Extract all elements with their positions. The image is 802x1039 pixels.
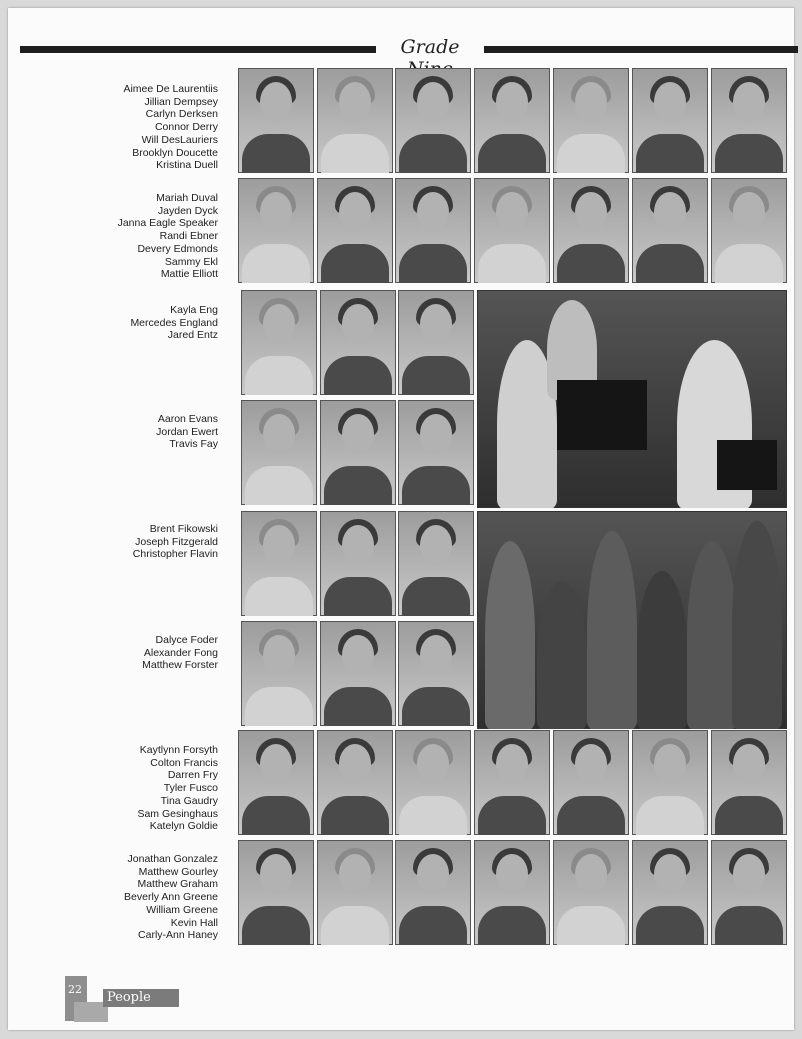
- student-portrait-photo: [711, 730, 787, 835]
- student-name: Tina Gaudry: [160, 794, 218, 807]
- page-number: 22: [68, 983, 82, 996]
- student-portrait-photo: [632, 840, 708, 945]
- name-list-row-1: [18, 83, 218, 172]
- student-name: Darren Fry: [167, 769, 218, 782]
- student-name: Kristina Duell: [156, 159, 218, 172]
- student-portrait-photo: [320, 511, 396, 616]
- student-portrait-photo: [317, 178, 393, 283]
- student-name: Jordan Ewert: [156, 425, 218, 438]
- name-list-row-3: [18, 304, 218, 342]
- student-portrait-photo: [711, 68, 787, 173]
- student-portrait-photo: [238, 730, 314, 835]
- student-name: Alexander Fong: [143, 646, 218, 659]
- header-rule-left: [20, 46, 376, 53]
- band-candid-photo: [477, 290, 787, 508]
- name-list-row-7: [18, 744, 218, 833]
- student-name: Devery Edmonds: [137, 242, 218, 255]
- student-portrait-photo: [241, 290, 317, 395]
- student-portrait-photo: [238, 178, 314, 283]
- student-portrait-photo: [632, 68, 708, 173]
- student-name: Mariah Duval: [156, 192, 218, 204]
- student-portrait-photo: [320, 290, 396, 395]
- student-name: Janna Eagle Speaker: [117, 217, 218, 230]
- student-name: Sammy Ekl: [164, 255, 218, 268]
- student-portrait-photo: [474, 178, 550, 283]
- student-portrait-photo: [395, 68, 471, 173]
- student-portrait-photo: [320, 400, 396, 505]
- student-portrait-photo: [241, 400, 317, 505]
- student-name: Travis Fay: [169, 438, 218, 451]
- student-name: Kevin Hall: [170, 916, 218, 929]
- student-portrait-photo: [553, 68, 629, 173]
- student-name: Brooklyn Doucette: [132, 146, 218, 159]
- student-portrait-photo: [241, 621, 317, 726]
- student-portrait-photo: [553, 840, 629, 945]
- name-list-row-4: [18, 413, 218, 451]
- student-portrait-photo: [711, 178, 787, 283]
- student-name: Aaron Evans: [157, 413, 218, 425]
- student-portrait-photo: [317, 840, 393, 945]
- student-portrait-photo: [317, 68, 393, 173]
- student-portrait-photo: [395, 178, 471, 283]
- student-name: Carlyn Derksen: [145, 108, 218, 121]
- name-list-row-6: [18, 634, 218, 672]
- student-name: Kayla Eng: [170, 304, 218, 316]
- student-name: Joseph Fitzgerald: [135, 535, 218, 548]
- student-name: Matthew Graham: [137, 878, 218, 891]
- section-label: People: [103, 989, 179, 1007]
- student-name: Kaytlynn Forsyth: [139, 744, 218, 756]
- student-portrait-photo: [398, 511, 474, 616]
- yearbook-page: [8, 8, 794, 1030]
- student-name: Jayden Dyck: [157, 204, 218, 217]
- choir-candid-photo: [477, 511, 787, 729]
- student-portrait-photo: [474, 840, 550, 945]
- student-name: Jonathan Gonzalez: [127, 853, 218, 865]
- student-name: Jillian Dempsey: [144, 95, 218, 108]
- student-portrait-photo: [474, 730, 550, 835]
- student-name: Carly-Ann Haney: [138, 929, 218, 942]
- name-list-row-2: [18, 192, 218, 281]
- student-name: Mercedes England: [130, 316, 218, 329]
- student-name: Matthew Gourley: [138, 865, 218, 878]
- student-name: Brent Fikowski: [149, 523, 218, 535]
- student-portrait-photo: [238, 68, 314, 173]
- header-rule-right: [484, 46, 798, 53]
- student-name: Aimee De Laurentiis: [123, 83, 218, 95]
- student-name: Dalyce Foder: [155, 634, 218, 646]
- student-portrait-photo: [474, 68, 550, 173]
- student-portrait-photo: [398, 621, 474, 726]
- page-title: Grade: [400, 36, 460, 58]
- student-name: Matthew Forster: [142, 659, 218, 672]
- student-portrait-photo: [320, 621, 396, 726]
- student-name: Beverly Ann Greene: [124, 891, 218, 904]
- student-portrait-photo: [238, 840, 314, 945]
- student-name: Sam Gesinghaus: [137, 807, 218, 820]
- student-portrait-photo: [553, 178, 629, 283]
- student-name: Katelyn Goldie: [149, 820, 218, 833]
- student-portrait-photo: [632, 178, 708, 283]
- student-portrait-photo: [317, 730, 393, 835]
- student-name: Randi Ebner: [159, 230, 218, 243]
- student-portrait-photo: [632, 730, 708, 835]
- student-portrait-photo: [395, 840, 471, 945]
- student-name: William Greene: [146, 903, 218, 916]
- student-name: Colton Francis: [150, 756, 218, 769]
- student-portrait-photo: [398, 290, 474, 395]
- student-portrait-photo: [553, 730, 629, 835]
- student-name: Christopher Flavin: [132, 548, 218, 561]
- student-portrait-photo: [241, 511, 317, 616]
- student-portrait-photo: [395, 730, 471, 835]
- student-name: Jared Entz: [167, 329, 218, 342]
- name-list-row-5: [18, 523, 218, 561]
- name-list-row-8: [18, 853, 218, 942]
- student-portrait-photo: [711, 840, 787, 945]
- student-name: Will DesLauriers: [141, 133, 218, 146]
- student-name: Mattie Elliott: [160, 268, 218, 281]
- student-name: Tyler Fusco: [163, 782, 218, 795]
- student-name: Connor Derry: [154, 121, 218, 134]
- student-portrait-photo: [398, 400, 474, 505]
